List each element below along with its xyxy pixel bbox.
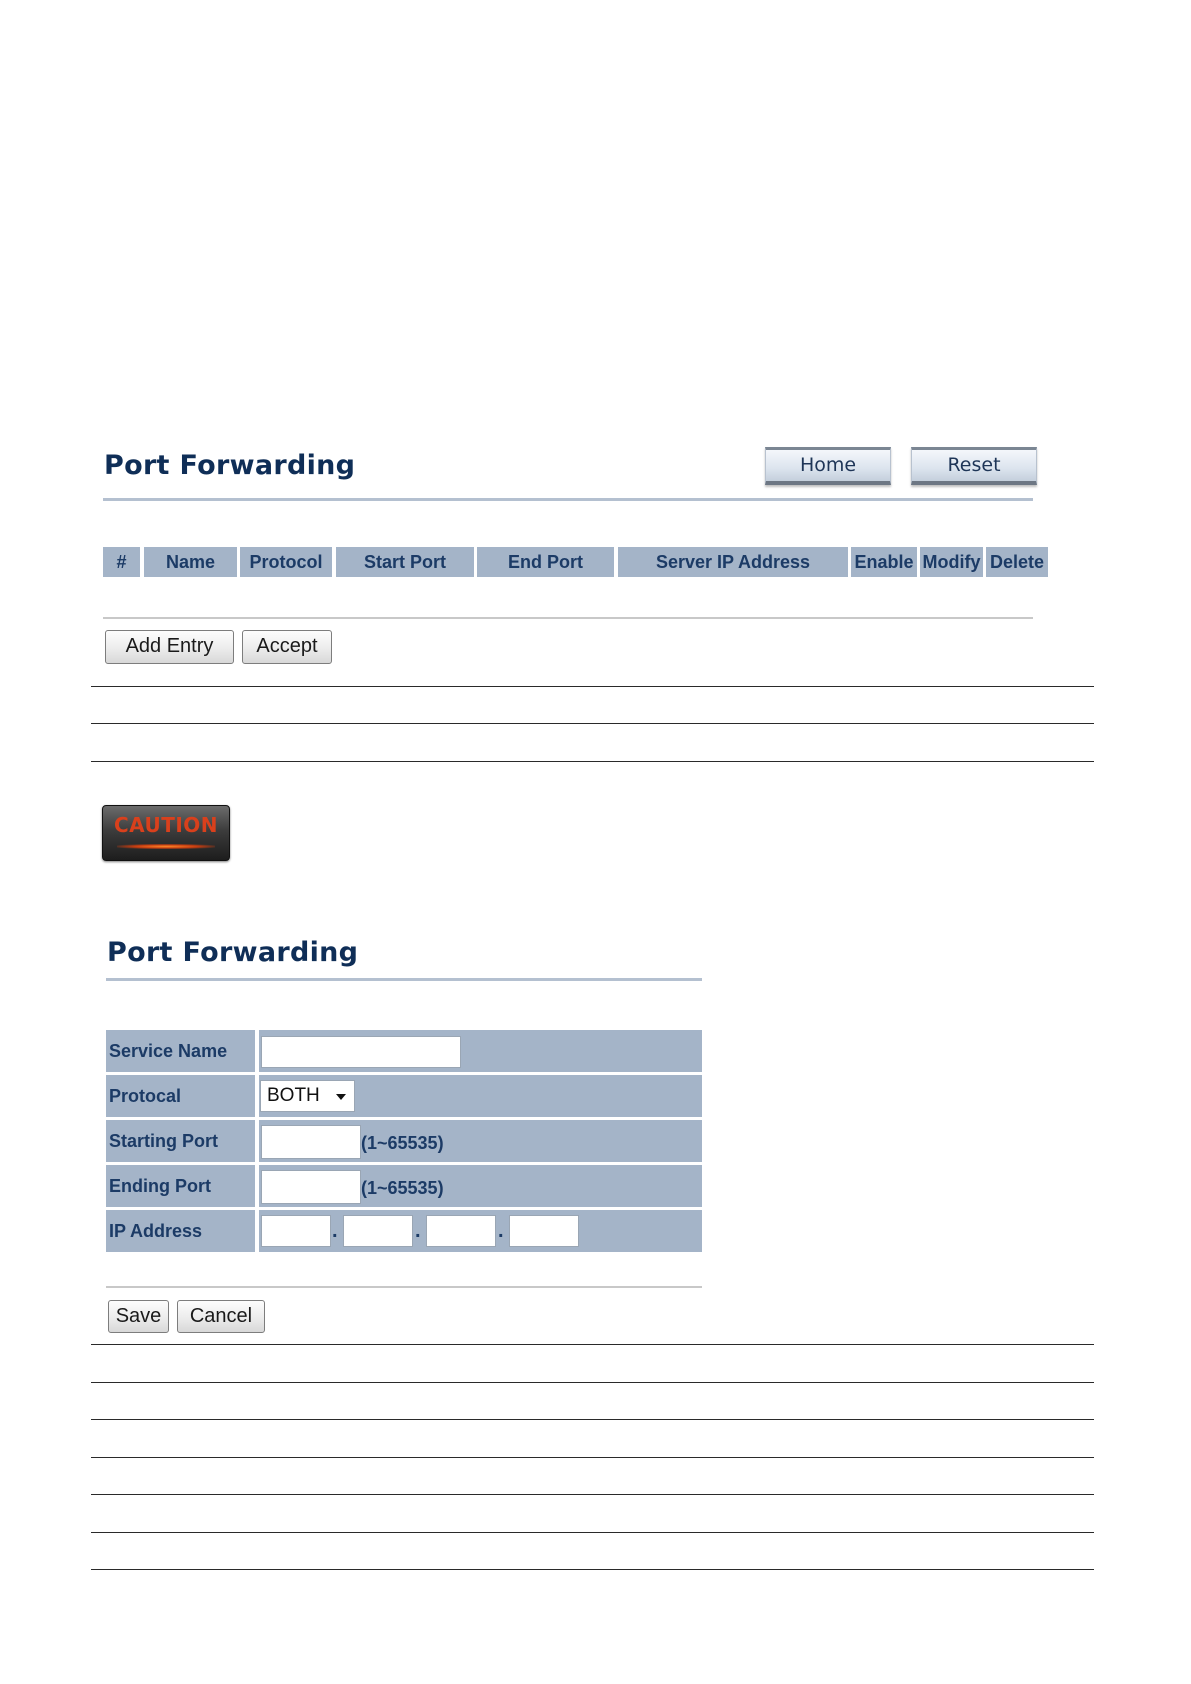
column-header-number: # <box>103 547 140 577</box>
save-button[interactable]: Save <box>108 1300 169 1333</box>
ending-port-label: Ending Port <box>109 1176 211 1196</box>
column-header-server-ip: Server IP Address <box>618 547 848 577</box>
protocol-label: Protocal <box>109 1086 182 1106</box>
column-header-start-port: Start Port <box>336 547 474 577</box>
form-title: Port Forwarding <box>107 937 359 968</box>
column-header-end-port: End Port <box>477 547 614 577</box>
column-header-enable: Enable <box>851 547 917 577</box>
form-divider <box>106 1286 702 1288</box>
protocol-select[interactable] <box>260 1080 355 1112</box>
column-header-name: Name <box>144 547 237 577</box>
ip-octet-2-input[interactable] <box>343 1215 413 1247</box>
title-divider <box>103 498 1033 501</box>
ruled-line <box>91 686 1094 687</box>
row-separator <box>255 1120 259 1162</box>
ruled-line <box>91 1457 1094 1458</box>
starting-port-label: Starting Port <box>109 1131 219 1151</box>
caution-glow <box>117 844 215 849</box>
ending-port-row <box>106 1165 702 1207</box>
service-name-row <box>106 1030 702 1072</box>
column-header-protocol: Protocol <box>240 547 332 577</box>
home-button[interactable]: Home <box>765 447 891 485</box>
ending-port-input[interactable] <box>261 1170 361 1204</box>
service-name-input[interactable] <box>261 1036 461 1068</box>
chevron-down-icon <box>336 1094 346 1100</box>
port-forwarding-table <box>103 547 1045 577</box>
reset-button[interactable]: Reset <box>911 447 1037 485</box>
ip-octet-1-input[interactable] <box>261 1215 331 1247</box>
protocol-select-value: BOTH <box>267 1085 320 1106</box>
protocol-row <box>106 1075 702 1117</box>
starting-port-row <box>106 1120 702 1162</box>
table-divider <box>103 617 1033 619</box>
ruled-line <box>91 761 1094 762</box>
caution-label: CAUTION <box>113 813 219 837</box>
ip-octet-4-input[interactable] <box>509 1215 579 1247</box>
ruled-line <box>91 1344 1094 1345</box>
row-separator <box>255 1165 259 1207</box>
ip-address-row <box>106 1210 702 1252</box>
caution-badge <box>102 805 230 861</box>
ip-separator: . <box>332 1220 338 1242</box>
starting-port-range-hint: (1~65535) <box>361 1133 444 1153</box>
starting-port-input[interactable] <box>261 1125 361 1159</box>
ending-port-range-hint: (1~65535) <box>361 1178 444 1198</box>
ip-address-label: IP Address <box>109 1221 203 1241</box>
ip-octet-3-input[interactable] <box>426 1215 496 1247</box>
service-name-label: Service Name <box>109 1041 228 1061</box>
row-separator <box>255 1030 259 1072</box>
ip-separator: . <box>415 1220 421 1242</box>
add-entry-button[interactable]: Add Entry <box>105 630 234 664</box>
cancel-button[interactable]: Cancel <box>177 1300 265 1333</box>
row-separator <box>255 1075 259 1117</box>
ruled-line <box>91 1382 1094 1383</box>
ruled-line <box>91 1494 1094 1495</box>
ip-separator: . <box>498 1220 504 1242</box>
ruled-line <box>91 1419 1094 1420</box>
row-separator <box>255 1210 259 1252</box>
column-header-modify: Modify <box>920 547 983 577</box>
page-title: Port Forwarding <box>104 450 356 481</box>
ruled-line <box>91 723 1094 724</box>
accept-button[interactable]: Accept <box>242 630 332 664</box>
ruled-line <box>91 1569 1094 1570</box>
form-title-divider <box>106 978 702 981</box>
ruled-line <box>91 1532 1094 1533</box>
column-header-delete: Delete <box>986 547 1048 577</box>
